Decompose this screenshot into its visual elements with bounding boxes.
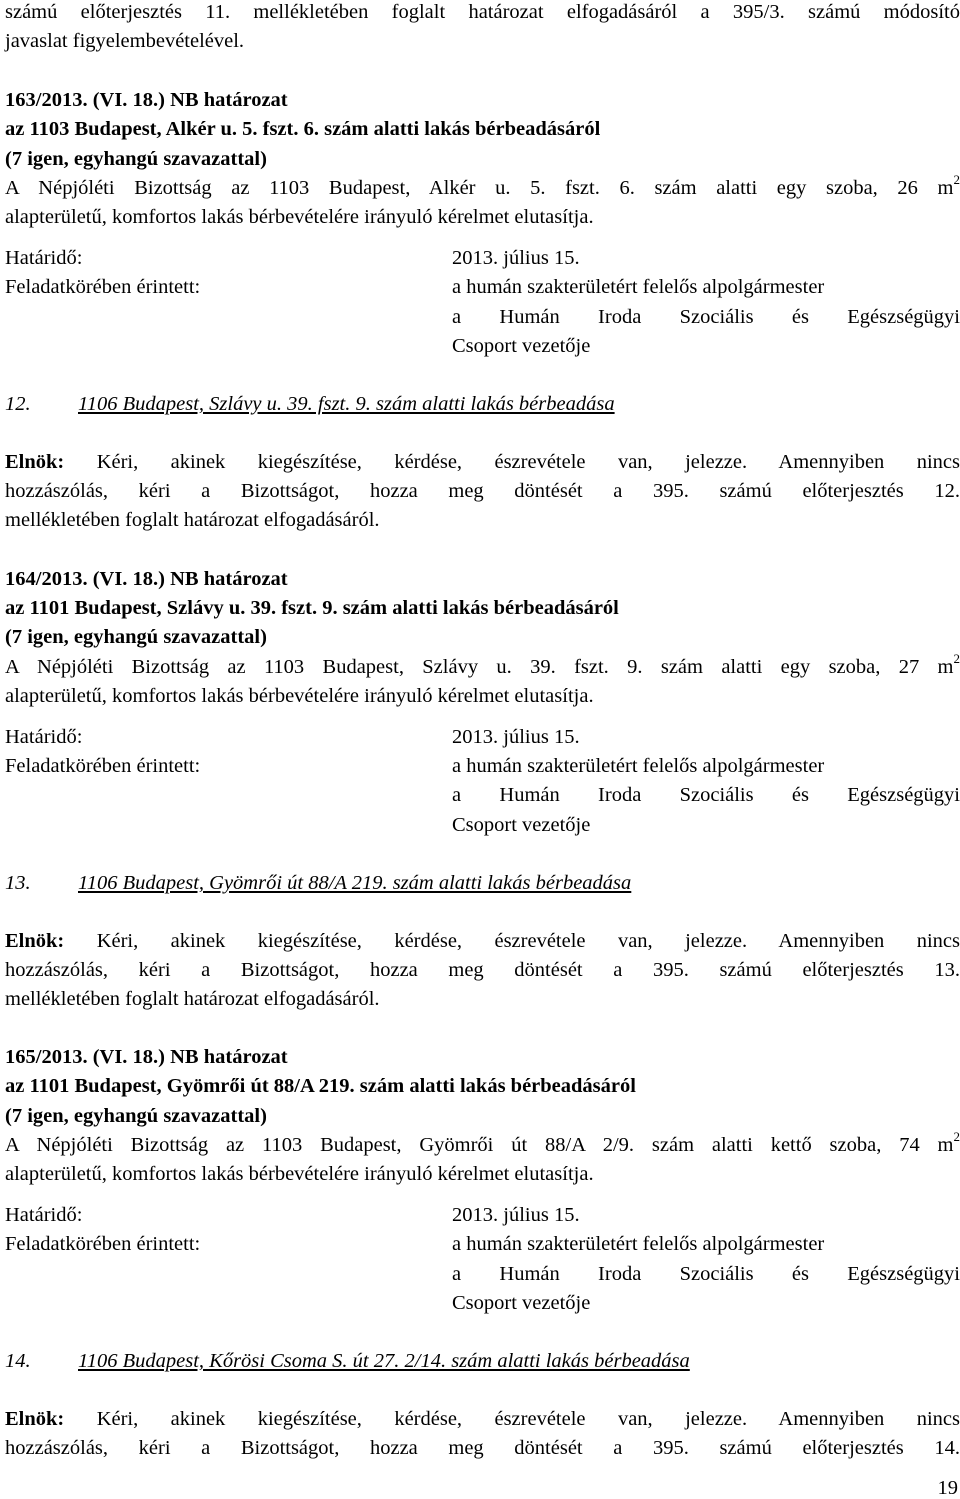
chair-remark-12-line-2: hozzászólás, kéri a Bizottságot, hozza meg döntését a 395. számú előterjesztés 12. xyxy=(5,480,960,502)
chair-remark-13-line-1: Elnök: Kéri, akinek kiegészítése, kérdése, észrevétele van, jelezze. Amennyiben nincs xyxy=(5,930,960,952)
responsible-label-163: Feladatkörében érintett: xyxy=(5,276,201,298)
resolution-163-body-line-1: A Népjóléti Bizottság az 1103 Budapest, Alkér u. 5. fszt. 6. szám alatti egy szoba, 26 $m^2$ xyxy=(5,172,960,199)
resolution-163-subject: az 1103 Budapest, Alkér u. 5. fszt. 6. szám alatti lakás bérbeadásáról xyxy=(5,118,601,140)
chair-remark-14-line-1: Elnök: Kéri, akinek kiegészítése, kérdése, észrevétele van, jelezze. Amennyiben nincs xyxy=(5,1408,960,1430)
deadline-value-163: 2013. július 15. xyxy=(452,247,580,269)
resolution-164-body-line-1: A Népjóléti Bizottság az 1103 Budapest, Szlávy u. 39. fszt. 9. szám alatti egy szoba, 27 $m^2$ xyxy=(5,651,960,678)
resolution-165-body-line-1: A Népjóléti Bizottság az 1103 Budapest, Gyömrői út 88/A 2/9. szám alatti kettő szoba, 74 $m^2$ xyxy=(5,1129,960,1156)
responsible-2-164: a Humán Iroda Szociális és Egészségügyi xyxy=(452,784,960,806)
responsible-3-165: Csoport vezetője xyxy=(452,1292,591,1314)
resolution-165-title: 165/2013. (VI. 18.) NB határozat xyxy=(5,1046,288,1068)
resolution-163-title: 163/2013. (VI. 18.) NB határozat xyxy=(5,89,288,111)
intro-line-1: számú előterjesztés 11. mellékletében foglalt határozat elfogadásáról a 395/3. számú módosító xyxy=(5,1,960,23)
responsible-3-164: Csoport vezetője xyxy=(452,814,591,836)
responsible-label-165: Feladatkörében érintett: xyxy=(5,1233,201,1255)
chair-remark-13-line-2: hozzászólás, kéri a Bizottságot, hozza meg döntését a 395. számú előterjesztés 13. xyxy=(5,959,960,981)
agenda-item-13: 13. 1106 Budapest, Gyömrői út 88/A 219. szám alatti lakás bérbeadása xyxy=(5,872,632,894)
resolution-164-vote: (7 igen, egyhangú szavazattal) xyxy=(5,626,267,648)
page-number: 19 xyxy=(937,1477,958,1499)
responsible-1-164: a humán szakterületért felelős alpolgármester xyxy=(452,755,825,777)
resolution-163-body-line-2: alapterületű, komfortos lakás bérbevételére irányuló kérelmet elutasítja. xyxy=(5,206,594,228)
intro-line-2: javaslat figyelembevételével. xyxy=(5,30,245,52)
responsible-1-165: a humán szakterületért felelős alpolgármester xyxy=(452,1233,825,1255)
agenda-item-12: 12. 1106 Budapest, Szlávy u. 39. fszt. 9. szám alatti lakás bérbeadása xyxy=(5,393,615,415)
agenda-item-14: 14. 1106 Budapest, Kőrösi Csoma S. út 27. 2/14. szám alatti lakás bérbeadása xyxy=(5,1350,690,1372)
resolution-165-vote: (7 igen, egyhangú szavazattal) xyxy=(5,1105,267,1127)
responsible-label-164: Feladatkörében érintett: xyxy=(5,755,201,777)
deadline-label-164: Határidő: xyxy=(5,726,83,748)
resolution-165-subject: az 1101 Budapest, Gyömrői út 88/A 219. szám alatti lakás bérbeadásáról xyxy=(5,1075,636,1097)
responsible-2-165: a Humán Iroda Szociális és Egészségügyi xyxy=(452,1263,960,1285)
chair-remark-14-line-2: hozzászólás, kéri a Bizottságot, hozza meg döntését a 395. számú előterjesztés 14. xyxy=(5,1437,960,1459)
chair-remark-13-line-3: mellékletében foglalt határozat elfogadásáról. xyxy=(5,988,380,1010)
responsible-2-163: a Humán Iroda Szociális és Egészségügyi xyxy=(452,306,960,328)
chair-remark-12-line-1: Elnök: Kéri, akinek kiegészítése, kérdése, észrevétele van, jelezze. Amennyiben nincs xyxy=(5,451,960,473)
resolution-164-subject: az 1101 Budapest, Szlávy u. 39. fszt. 9. szám alatti lakás bérbeadásáról xyxy=(5,597,619,619)
resolution-164-title: 164/2013. (VI. 18.) NB határozat xyxy=(5,568,288,590)
resolution-165-body-line-2: alapterületű, komfortos lakás bérbevételére irányuló kérelmet elutasítja. xyxy=(5,1163,594,1185)
responsible-3-163: Csoport vezetője xyxy=(452,335,591,357)
resolution-164-body-line-2: alapterületű, komfortos lakás bérbevételére irányuló kérelmet elutasítja. xyxy=(5,685,594,707)
deadline-label-165: Határidő: xyxy=(5,1204,83,1226)
deadline-value-165: 2013. július 15. xyxy=(452,1204,580,1226)
resolution-163-vote: (7 igen, egyhangú szavazattal) xyxy=(5,148,267,170)
responsible-1-163: a humán szakterületért felelős alpolgármester xyxy=(452,276,825,298)
deadline-label-163: Határidő: xyxy=(5,247,83,269)
deadline-value-164: 2013. július 15. xyxy=(452,726,580,748)
chair-remark-12-line-3: mellékletében foglalt határozat elfogadásáról. xyxy=(5,509,380,531)
